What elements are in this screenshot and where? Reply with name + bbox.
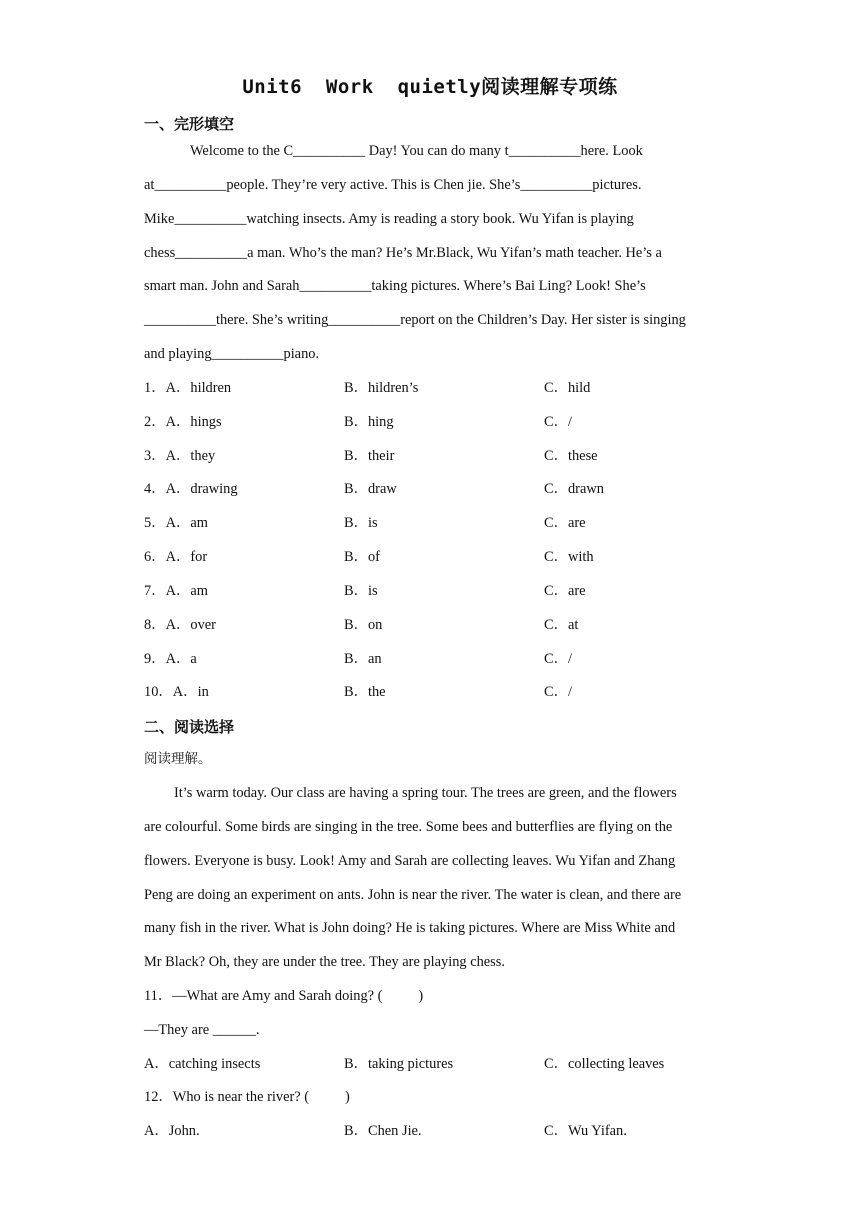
option-c: C．Wu Yifan. xyxy=(544,1123,627,1139)
option-c: C．hild xyxy=(544,380,591,396)
cloze-passage-line: smart man. John and Sarah__________taking pictures. Where’s Bai Ling? Look! She’s xyxy=(144,278,646,294)
section-2-heading: 二、阅读选择 xyxy=(144,718,235,736)
option-a: 3．A．they xyxy=(144,448,216,464)
option-b: B．is xyxy=(344,583,378,599)
option-c: C．/ xyxy=(544,651,572,667)
option-a: A．catching insects xyxy=(144,1056,261,1072)
question-11-stem: 11．—What are Amy and Sarah doing? ( ) xyxy=(144,988,424,1004)
option-b: B．of xyxy=(344,549,380,565)
cloze-passage-line: and playing__________piano. xyxy=(144,346,320,362)
reading-passage-line: Peng are doing an experiment on ants. John is near the river. The water is clean, and there are xyxy=(144,887,682,903)
option-a: 1．A．hildren xyxy=(144,380,232,396)
option-b: B．on xyxy=(344,617,383,633)
option-a: 4．A．drawing xyxy=(144,481,238,497)
option-c: C．these xyxy=(544,448,598,464)
option-b: B．hildren’s xyxy=(344,380,419,396)
option-c: C．are xyxy=(544,515,586,531)
reading-passage-line: flowers. Everyone is busy. Look! Amy and Sarah are collecting leaves. Wu Yifan and Zhang xyxy=(144,853,676,869)
option-a: 2．A．hings xyxy=(144,414,222,430)
option-a: 10．A．in xyxy=(144,684,209,700)
reading-passage-line: are colourful. Some birds are singing in the tree. Some bees and butterflies are flying on the xyxy=(144,819,673,835)
option-c: C．/ xyxy=(544,684,572,700)
option-c: C．/ xyxy=(544,414,572,430)
option-b: B．is xyxy=(344,515,378,531)
cloze-passage-line: Mike__________watching insects. Amy is reading a story book. Wu Yifan is playing xyxy=(144,211,634,227)
option-b: B．hing xyxy=(344,414,394,430)
cloze-passage-line: at__________people. They’re very active. This is Chen jie. She’s__________pictures. xyxy=(144,177,642,193)
section-1-heading: 一、完形填空 xyxy=(144,115,235,133)
cloze-passage-line: __________there. She’s writing__________report on the Children’s Day. Her sister is singing xyxy=(144,312,686,328)
question-12-stem: 12．Who is near the river? ( ) xyxy=(144,1089,350,1105)
question-11-prompt: —They are ______. xyxy=(144,1022,260,1038)
option-b: B．draw xyxy=(344,481,397,497)
option-a: A．John. xyxy=(144,1123,200,1139)
option-b: B．taking pictures xyxy=(344,1056,454,1072)
cloze-passage-line: Welcome to the C__________ Day! You can do many t__________here. Look xyxy=(190,143,643,159)
option-b: B．their xyxy=(344,448,395,464)
page-title: Unit6 Work quietly阅读理解专项练 xyxy=(242,76,618,98)
option-c: C．collecting leaves xyxy=(544,1056,665,1072)
option-a: 5．A．am xyxy=(144,515,208,531)
reading-passage-line: many fish in the river. What is John doing? He is taking pictures. Where are Miss White and xyxy=(144,920,676,936)
option-c: C．are xyxy=(544,583,586,599)
option-a: 6．A．for xyxy=(144,549,208,565)
option-b: B．an xyxy=(344,651,382,667)
option-b: B．the xyxy=(344,684,386,700)
option-a: 9．A．a xyxy=(144,651,197,667)
option-b: B．Chen Jie. xyxy=(344,1123,422,1139)
option-c: C．with xyxy=(544,549,594,565)
reading-intro: 阅读理解。 xyxy=(144,751,212,767)
reading-passage-line: It’s warm today. Our class are having a spring tour. The trees are green, and the flowers xyxy=(174,785,677,801)
option-c: C．drawn xyxy=(544,481,604,497)
reading-passage-line: Mr Black? Oh, they are under the tree. They are playing chess. xyxy=(144,954,505,970)
option-c: C．at xyxy=(544,617,579,633)
option-a: 8．A．over xyxy=(144,617,216,633)
cloze-passage-line: chess__________a man. Who’s the man? He’s Mr.Black, Wu Yifan’s math teacher. He’s a xyxy=(144,245,662,261)
option-a: 7．A．am xyxy=(144,583,208,599)
